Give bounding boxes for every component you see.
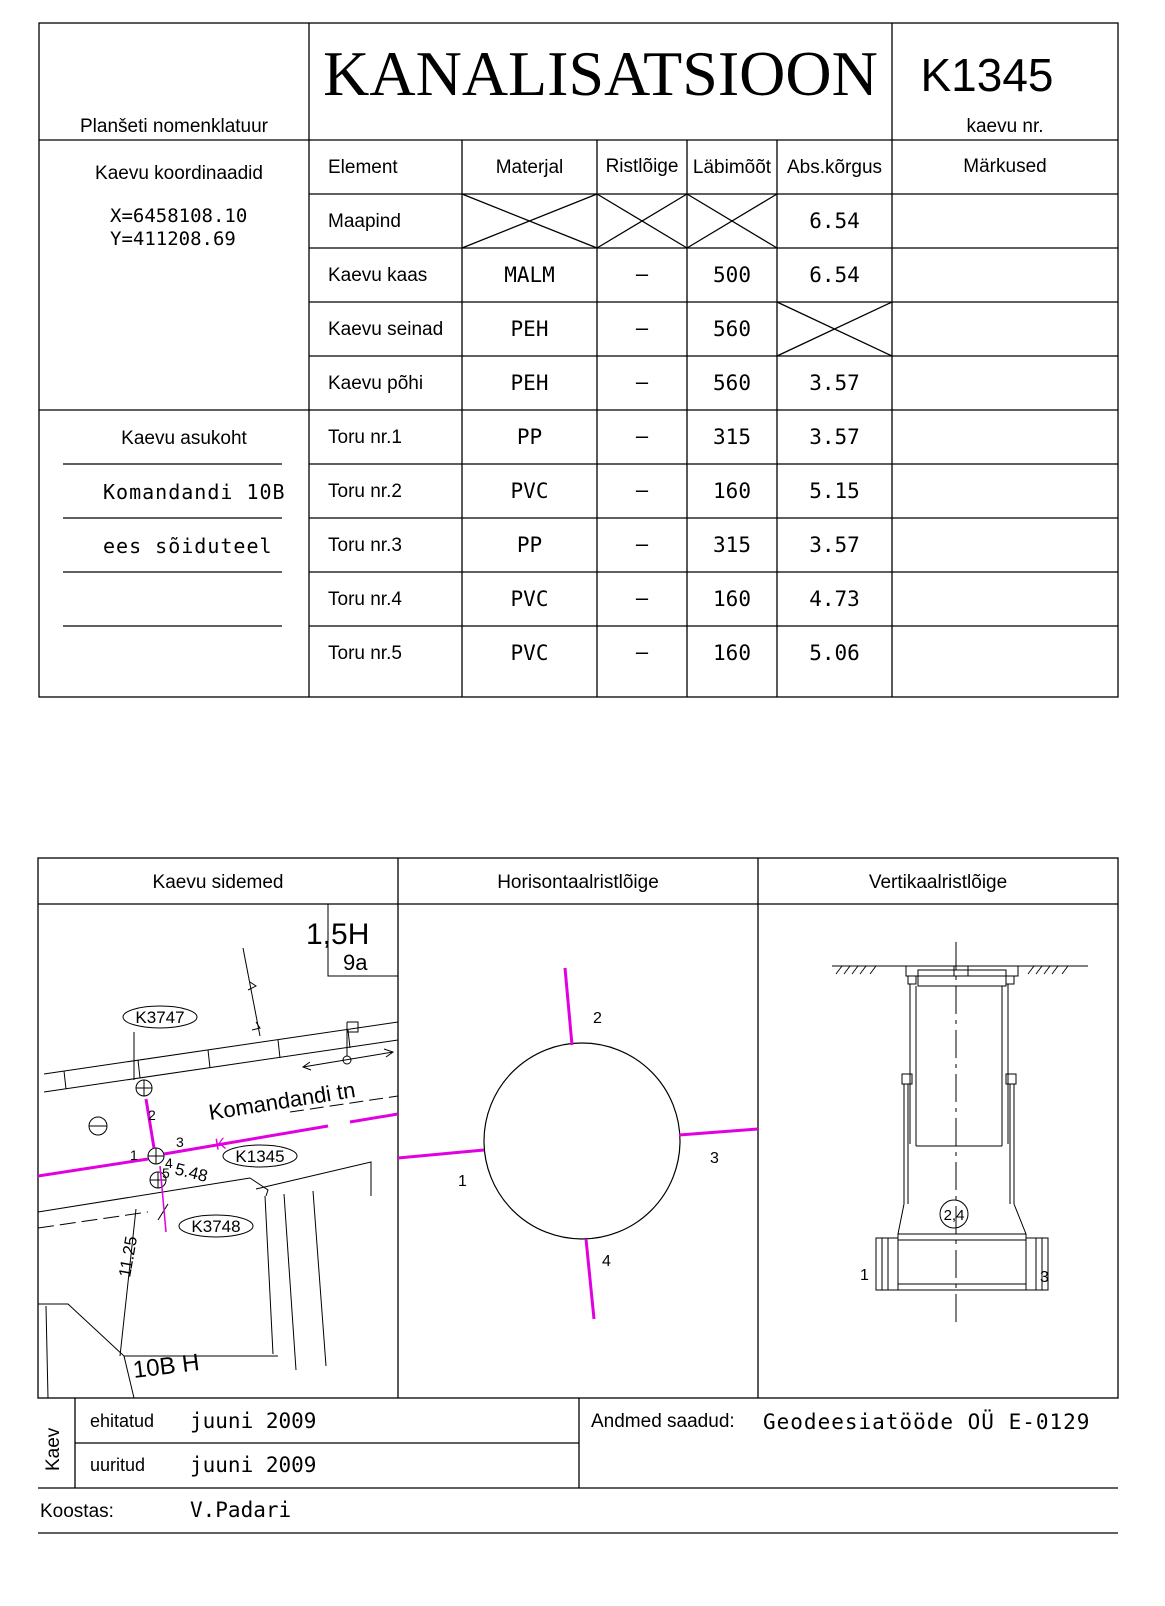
location-label: Kaevu asukoht: [121, 428, 247, 449]
cell-element: Toru nr.4: [328, 589, 402, 610]
map-well-k3747: K3747: [135, 1008, 185, 1027]
cell-cross-section: –: [635, 423, 649, 448]
panel-title-vertical: Vertikaalristlõige: [868, 872, 1008, 893]
cell-height: 4.73: [809, 587, 860, 611]
horizontal-pipe-4: 4: [602, 1253, 611, 1270]
column-header-cross-section: Ristlõige: [605, 156, 679, 177]
cell-material: PP: [516, 425, 543, 449]
cell-diameter: 500: [713, 263, 751, 287]
column-header-element: Element: [328, 157, 398, 178]
map-pipe-number: 5: [162, 1165, 170, 1181]
cell-diameter: 315: [713, 425, 751, 449]
cell-material: PP: [516, 533, 543, 557]
column-header-material: Materjal: [495, 157, 564, 178]
cell-material: PVC: [510, 587, 549, 611]
cell-element: Toru nr.5: [328, 643, 402, 664]
horizontal-section: [398, 904, 758, 1398]
column-header-notes: Märkused: [963, 156, 1047, 177]
cell-diameter: 560: [713, 371, 751, 395]
column-header-diameter: Läbimõõt: [692, 157, 772, 178]
site-map: [38, 904, 398, 1398]
built-value: juuni 2009: [190, 1409, 317, 1433]
map-pipe-number: 3: [176, 1134, 184, 1150]
author-value: V.Padari: [190, 1498, 292, 1522]
surveyed-label: uuritud: [90, 1455, 146, 1475]
coordinate-y: Y=411208.69: [110, 228, 236, 250]
cell-cross-section: –: [635, 369, 649, 394]
cell-element: Toru nr.2: [328, 481, 402, 502]
cell-height: 3.57: [809, 533, 860, 557]
built-label: ehitatud: [90, 1411, 155, 1431]
vertical-center-label: 2,4: [943, 1207, 965, 1224]
cell-diameter: 160: [713, 587, 751, 611]
cell-diameter: 560: [713, 317, 751, 341]
cell-element: Maapind: [328, 211, 401, 232]
cell-material: PVC: [510, 641, 549, 665]
vertical-section: [758, 904, 1118, 1398]
well-id: K1345: [920, 49, 1054, 101]
document-title: KANALISATSIOON: [323, 38, 878, 109]
nomenclature-label: Planšeti nomenklatuur: [80, 116, 268, 137]
panel-title-links: Kaevu sidemed: [152, 872, 284, 893]
cell-element: Kaevu seinad: [328, 319, 444, 340]
map-elevation: 5.48: [173, 1159, 210, 1186]
cell-material: PEH: [510, 371, 549, 395]
map-pipe-number: 4: [165, 1155, 173, 1171]
cell-cross-section: –: [635, 585, 649, 610]
cell-material: PVC: [510, 479, 549, 503]
cell-height: 6.54: [809, 263, 860, 287]
cell-cross-section: –: [635, 639, 649, 664]
surveyed-value: juuni 2009: [190, 1453, 317, 1477]
data-source-value: Geodeesiatööde OÜ E-0129: [763, 1410, 1091, 1434]
horizontal-pipe-1: 1: [458, 1173, 467, 1190]
vertical-pipe-left: 1: [860, 1267, 869, 1284]
cell-element: Kaevu kaas: [328, 265, 428, 286]
coordinates-label: Kaevu koordinaadid: [95, 163, 263, 184]
cell-diameter: 315: [713, 533, 751, 557]
cell-height: 5.06: [809, 641, 860, 665]
map-pipe-number: 1: [130, 1147, 138, 1163]
map-well-k1345: K1345: [235, 1147, 285, 1166]
map-plot-label: 9a: [343, 950, 368, 975]
map-pipe-k-label: K: [213, 1135, 228, 1154]
map-house-label: 10B H: [131, 1349, 201, 1384]
map-well-k3748: K3748: [191, 1217, 241, 1236]
map-street-label: Komandandi tn: [206, 1077, 357, 1125]
cell-material: PEH: [510, 317, 549, 341]
cell-material: MALM: [504, 263, 555, 287]
horizontal-pipe-3: 3: [710, 1150, 719, 1167]
coordinate-x: X=6458108.10: [110, 205, 248, 227]
location-line-1: Komandandi 10B: [103, 480, 286, 504]
cell-diameter: 160: [713, 479, 751, 503]
cell-element: Toru nr.1: [328, 427, 402, 448]
map-block-label: 1,5H: [306, 918, 370, 951]
cell-cross-section: –: [635, 531, 649, 556]
column-header-abs-height: Abs.kõrgus: [786, 157, 883, 178]
horizontal-pipe-2: 2: [593, 1010, 602, 1027]
cell-cross-section: –: [635, 477, 649, 502]
cell-height: 3.57: [809, 425, 860, 449]
cell-element: Kaevu põhi: [328, 373, 424, 394]
vertical-pipe-right: 3: [1040, 1269, 1049, 1286]
well-id-label: kaevu nr.: [966, 116, 1044, 137]
map-distance: 11.25: [115, 1234, 142, 1279]
cell-height: 6.54: [809, 209, 860, 233]
cell-cross-section: –: [635, 261, 649, 286]
author-label: Koostas:: [40, 1501, 114, 1522]
panel-title-horizontal: Horisontaalristlõige: [497, 872, 659, 893]
cell-height: 3.57: [809, 371, 860, 395]
location-line-2: ees sõiduteel: [103, 534, 273, 558]
cell-cross-section: –: [635, 315, 649, 340]
footer-side-label: Kaev: [43, 1427, 64, 1471]
cell-diameter: 160: [713, 641, 751, 665]
cell-element: Toru nr.3: [328, 535, 402, 556]
cell-height: 5.15: [809, 479, 860, 503]
data-source-label: Andmed saadud:: [591, 1411, 735, 1432]
map-pipe-number: 2: [148, 1107, 156, 1123]
